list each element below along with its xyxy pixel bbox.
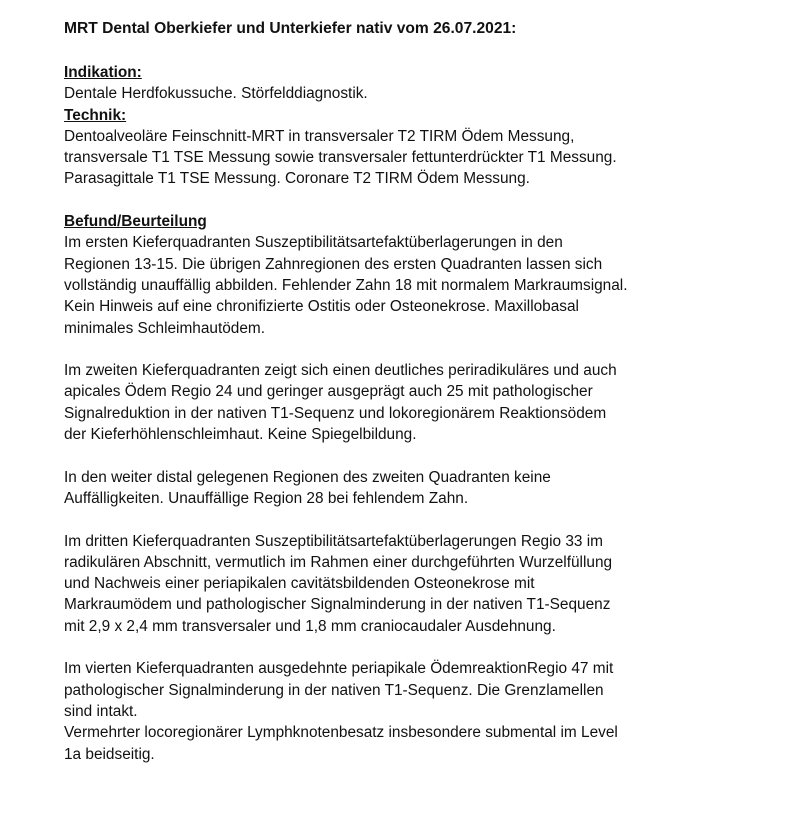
befund-paragraph-2 xyxy=(64,360,784,445)
paragraph-gap xyxy=(64,637,784,658)
befund-paragraph-5 xyxy=(64,658,784,764)
indikation-line: Dentale Herdfokussuche. Störfelddiagnostik. xyxy=(64,85,368,103)
technik-line: Parasagittale T1 TSE Messung. Coronare T2 TIRM Ödem Messung. xyxy=(64,170,530,188)
befund-line: sind intakt. xyxy=(64,702,138,720)
befund-line: der Kieferhöhlenschleimhaut. Keine Spiegelbildung. xyxy=(64,426,417,444)
document-page xyxy=(64,18,784,765)
paragraph-gap xyxy=(64,445,784,466)
document-title: MRT Dental Oberkiefer und Unterkiefer nativ vom 26.07.2021: xyxy=(64,20,517,37)
befund-line: apicales Ödem Regio 24 und geringer ausgeprägt auch 25 mit pathologischer xyxy=(64,383,593,401)
befund-line: 1a beidseitig. xyxy=(64,745,155,763)
befund-line: Im ersten Kieferquadranten Suszeptibilitätsartefaktüberlagerungen in den xyxy=(64,234,563,252)
befund-line: Kein Hinweis auf eine chronifizierte Ostitis oder Osteonekrose. Maxillobasal xyxy=(64,298,579,316)
section-heading-indikation: Indikation: xyxy=(64,64,142,81)
befund-line: pathologischer Signalminderung in der nativen T1-Sequenz. Die Grenzlamellen xyxy=(64,681,604,699)
befund-line: Auffälligkeiten. Unauffällige Region 28 bei fehlendem Zahn. xyxy=(64,489,469,507)
paragraph-gap xyxy=(64,339,784,360)
befund-line: Im zweiten Kieferquadranten zeigt sich einen deutliches periradikuläres und auch xyxy=(64,362,617,380)
befund-line: In den weiter distal gelegenen Regionen des zweiten Quadranten keine xyxy=(64,468,551,486)
section-heading-befund: Befund/Beurteilung xyxy=(64,213,207,231)
befund-paragraph-4 xyxy=(64,531,784,637)
befund-line: Regionen 13-15. Die übrigen Zahnregionen des ersten Quadranten lassen sich xyxy=(64,255,603,273)
befund-line: vollständig unauffällig abbilden. Fehlender Zahn 18 mit normalem Markraumsignal. xyxy=(64,276,628,294)
section-heading-technik: Technik: xyxy=(64,106,127,124)
befund-paragraph-1 xyxy=(64,232,784,338)
befund-line: Signalreduktion in der nativen T1-Sequenz und lokoregionärem Reaktionsödem xyxy=(64,404,607,422)
befund-line: minimales Schleimhautödem. xyxy=(64,319,266,337)
befund-line: Markraumödem und pathologischer Signalminderung in der nativen T1-Sequenz xyxy=(64,596,611,614)
technik-line: transversale T1 TSE Messung sowie transversaler fettunterdrückter T1 Messung. xyxy=(64,149,617,167)
technik-line: Dentoalveoläre Feinschnitt-MRT in transversaler T2 TIRM Ödem Messung, xyxy=(64,127,575,145)
befund-line: Im vierten Kieferquadranten ausgedehnte periapikale ÖdemreaktionRegio 47 mit xyxy=(64,660,614,678)
befund-line: und Nachweis einer periapikalen cavitätsbildenden Osteonekrose mit xyxy=(64,575,535,593)
paragraph-gap xyxy=(64,509,784,530)
befund-line: mit 2,9 x 2,4 mm transversaler und 1,8 mm craniocaudaler Ausdehnung. xyxy=(64,617,556,635)
befund-line: Vermehrter locoregionärer Lymphknotenbesatz insbesondere submental im Level xyxy=(64,724,618,742)
paragraph-gap xyxy=(64,190,784,211)
befund-line: radikulären Abschnitt, vermutlich im Rahmen einer durchgeführten Wurzelfüllung xyxy=(64,553,613,571)
befund-paragraph-3 xyxy=(64,467,784,510)
befund-line: Im dritten Kieferquadranten Suszeptibilitätsartefaktüberlagerungen Regio 33 im xyxy=(64,532,603,550)
